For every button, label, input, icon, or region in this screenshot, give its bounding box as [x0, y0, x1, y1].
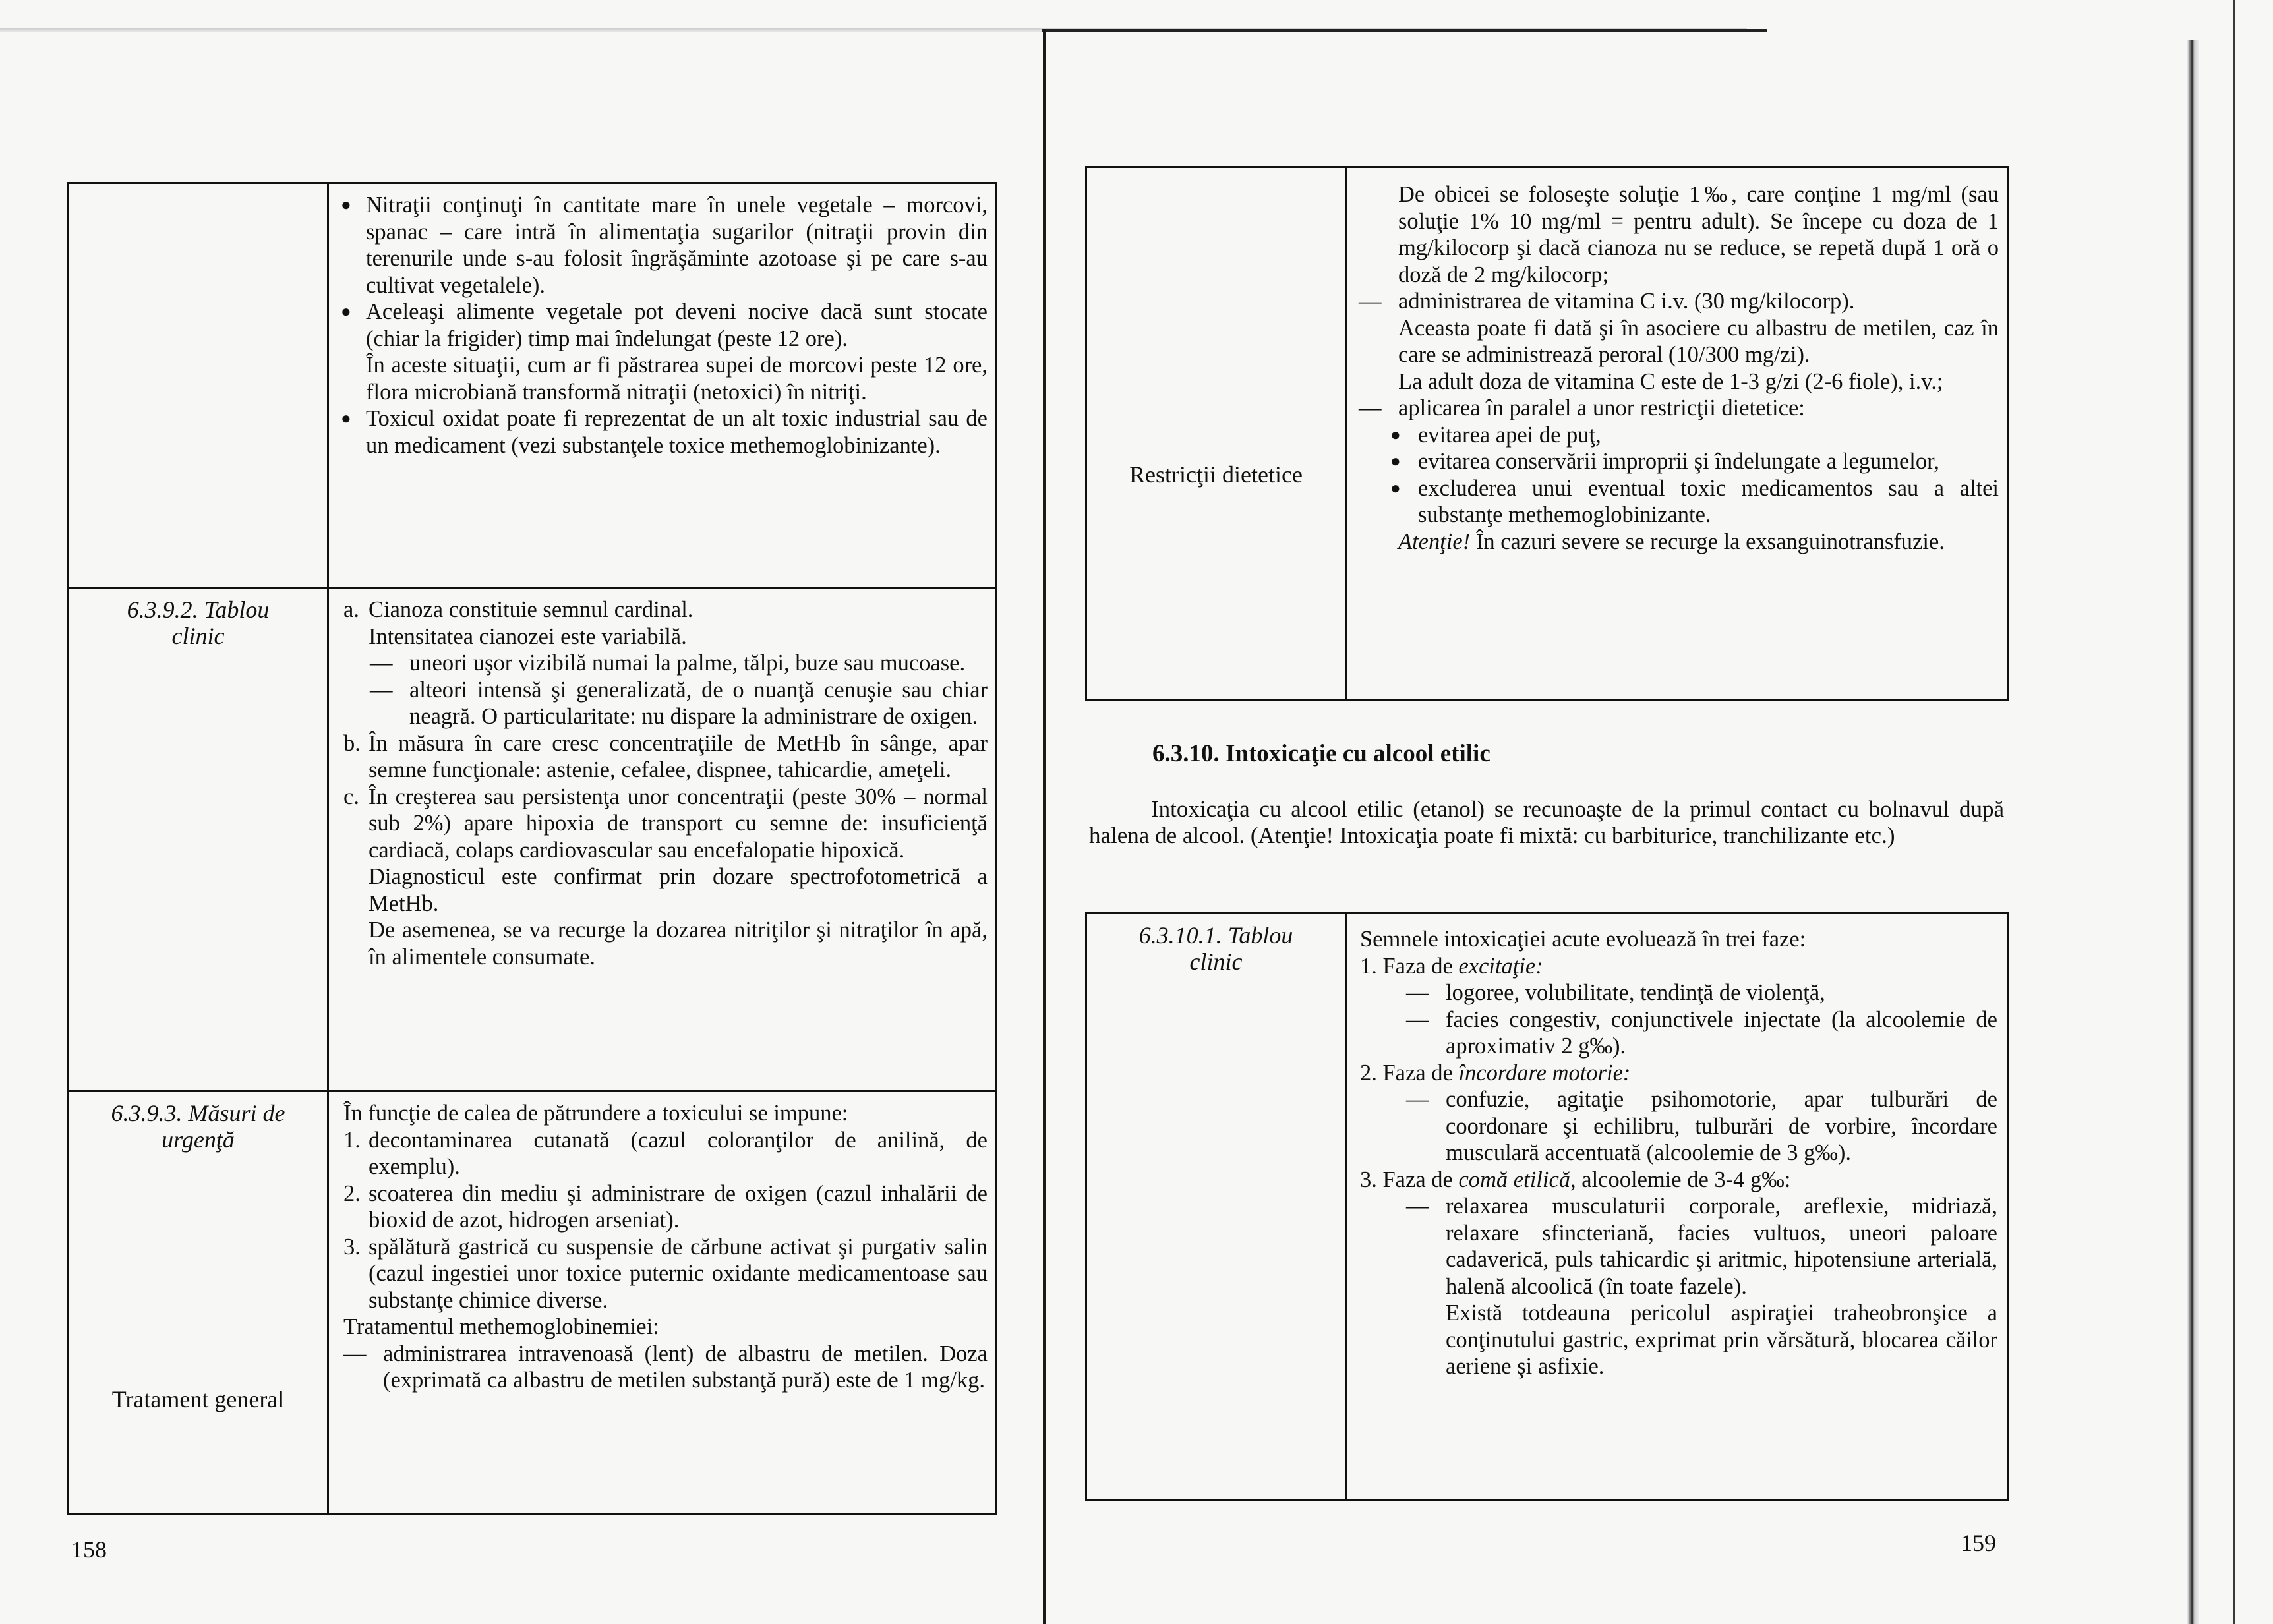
page-number-right: 159 — [1961, 1530, 1996, 1556]
item-letter: a. — [343, 597, 359, 622]
bullet-item: ● evitarea conservării improprii şi îndelungate a legumelor, — [1359, 448, 1999, 475]
item-text: Intensitatea cianozei este variabilă. — [369, 624, 687, 649]
row-label — [69, 1091, 328, 1515]
row-label — [1086, 914, 1346, 1500]
table-row — [69, 1091, 997, 1515]
dash-item: — facies congestiv, conjunctivele injectate (la alcoolemie de aproximativ 2 g‰). — [1360, 1006, 1997, 1060]
left-page-table — [67, 182, 997, 1515]
note-text: Există totdeauna pericolul aspiraţiei traheobronşice a conţinutului gastric, exprimat prin vărsătură, blocarea căilor aeriene şi asfixie. — [1446, 1300, 1997, 1379]
phase-prefix: 3. Faza de — [1360, 1167, 1459, 1192]
page-top-rule — [1042, 29, 1767, 32]
phase-prefix: 2. Faza de — [1360, 1060, 1459, 1086]
intro-text: Semnele intoxicaţiei acute evoluează în trei faze: — [1360, 927, 1806, 952]
diet-restrictions-label: Restricţii dietetice — [1129, 461, 1303, 488]
bullet-item: ● evitarea apei de puţ, — [1359, 422, 1999, 449]
warning-text: În cazuri severe se recurge la exsanguinotransfuzie. — [1470, 529, 1945, 554]
section-number-label: 6.3.9.2. Tablou — [127, 596, 270, 623]
item-number: 1. — [343, 1127, 361, 1153]
book-cover-edge — [2233, 0, 2235, 1624]
dose-text: Aceasta poate fi dată şi în asociere cu albastru de metilen, caz în care se administrează peroral (10/300 mg/zi). — [1398, 315, 1999, 367]
table-row — [69, 183, 997, 588]
note-text: În aceste situaţii, cum ar fi păstrarea supei de morcovi peste 12 ore, flora microbiană transformă nitraţii (netoxici) în nitriţi. — [366, 353, 988, 405]
item-letter: b. — [343, 730, 361, 756]
item-text: În creşterea sau persistenţa unor concentraţii (peste 30% – normal sub 2%) apare hipoxia de transport cu semne de: insuficienţă cardiacă, colaps cardiovascular sau encefalopatie hipoxică. — [369, 784, 988, 863]
bullet-item: ● Nitraţii conţinuţi în cantitate mare în unele vegetale – morcovi, spanac – care intră în alimentaţia sugarilor (nitraţii provin din terenurile unde s-au folosit îngrăşăminte azotoase şi pe care s-au cultivat vegetalele). — [341, 192, 988, 299]
item-text: scoaterea din mediu şi administrare de oxigen (cazul inhalării de bioxid de azot, hidrogen arseniat). — [369, 1180, 988, 1232]
table-row — [1086, 914, 2008, 1500]
intro-text: În funcţie de calea de pătrundere a toxicului se impune: — [343, 1101, 848, 1126]
phase-suffix: alcoolemie de 3-4 g‰: — [1576, 1167, 1791, 1192]
row-content — [328, 183, 997, 588]
item-text: Cianoza constituie semnul cardinal. — [369, 597, 694, 622]
intro-paragraph: Intoxicaţia cu alcool etilic (etanol) se recunoaşte de la primul contact cu bolnavul după halena de alcool. (Atenţie! Intoxicaţia poate fi mixtă: cu barbiturice, tranchilizante etc.) — [1089, 796, 2004, 848]
dose-text: De obicei se foloseşte soluţie 1‰, care conţine 1 mg/ml (sau soluţie 1% 10 mg/ml = pentru adult). Se începe cu doza de 1 mg/kilocorp şi dacă cianoza nu se reduce, se repetă după 1 oră o doză de 2 mg/kilocorp; — [1398, 182, 1999, 287]
row-label — [69, 588, 328, 1091]
phase-name: comă etilică, — [1458, 1167, 1576, 1192]
section-title-label: clinic — [1189, 948, 1243, 975]
bullet-item: ● Aceleaşi alimente vegetale pot deveni nocive dacă sunt stocate (chiar la frigider) timp mai îndelungat (peste 12 ore). — [341, 299, 988, 352]
section-heading: 6.3.10. Intoxicaţie cu alcool etilic — [1152, 740, 1491, 767]
page-number-left: 158 — [71, 1536, 107, 1563]
dash-item: — uneori uşor vizibilă numai la palme, tălpi, buze sau mucoase. — [343, 650, 988, 677]
bullet-item: ● Toxicul oxidat poate fi reprezentat de un alt toxic industrial sau de un medicament (vezi substanţele toxice methemoglobinizante). — [341, 405, 988, 459]
treatment-intro: Tratamentul methemoglobinemiei: — [343, 1314, 659, 1339]
right-page-table-diet — [1085, 166, 2009, 701]
item-text: spălătură gastrică cu suspensie de cărbune activat şi purgativ salin (cazul ingestiei unor toxice puternic oxidante medicamentoase sau substanţe chimice diverse. — [369, 1234, 988, 1313]
dash-item: — aplicarea în paralel a unor restricţii dietetice: — [1359, 395, 1999, 422]
book-spine — [1043, 29, 1046, 1624]
section-title-label: clinic — [171, 623, 225, 649]
dash-item: — administrarea intravenoasă (lent) de albastru de metilen. Doza (exprimată ca albastru de metilen substanţă pură) este de 1 mg/kg. — [343, 1341, 988, 1394]
row-content — [1346, 167, 2008, 700]
bullet-item: ● excluderea unui eventual toxic medicamentos sau a altei substanţe methemoglobinizante. — [1359, 475, 1999, 529]
dash-item: — confuzie, agitaţie psihomotorie, apar tulburări de coordonare şi echilibru, tulburări de vorbire, încordare musculară accentuată (alcoolemie de 3 g‰). — [1360, 1086, 1997, 1167]
item-text: decontaminarea cutanată (cazul coloranţilor de anilină, de exemplu). — [369, 1127, 988, 1179]
dash-item: — relaxarea musculaturii corporale, areflexie, midriază, relaxare sfincteriană, facies vultuos, uneori paloare cadaverică, puls tahicardic şi aritmic, hipotensiune arterială, halenă alcoolică (în toate fazele). — [1360, 1193, 1997, 1300]
item-text: De asemenea, se va recurge la dozarea nitriţilor şi nitraţilor în apă, în alimentele consumate. — [369, 917, 988, 970]
phase-name: încordare motorie: — [1458, 1060, 1631, 1086]
phase-name: excitaţie: — [1458, 953, 1543, 979]
treatment-label: Tratament general — [111, 1386, 285, 1412]
dash-item: — alteori intensă şi generalizată, de o nuanţă cenuşie sau chiar neagră. O particularitate: nu dispare la administrare de oxigen. — [343, 677, 988, 730]
table-row — [1086, 167, 2008, 700]
right-page-table-alcohol — [1085, 912, 2009, 1501]
item-text: Diagnosticul este confirmat prin dozare spectrofotometrică a MetHb. — [369, 864, 988, 916]
dash-item: — administrarea de vitamina C i.v. (30 mg/kilocorp). — [1359, 288, 1999, 315]
row-content — [1346, 914, 2008, 1500]
row-label-empty — [69, 183, 328, 588]
item-number: 2. — [343, 1180, 361, 1206]
row-label — [1086, 167, 1346, 700]
item-letter: c. — [343, 784, 359, 809]
section-number-label: 6.3.10.1. Tablou — [1138, 922, 1293, 948]
warning-label: Atenţie! — [1398, 529, 1471, 554]
row-content — [328, 1091, 997, 1515]
phase-prefix: 1. Faza de — [1360, 953, 1459, 979]
row-content — [328, 588, 997, 1091]
book-page-edges — [2187, 40, 2199, 1624]
dose-text: La adult doza de vitamina C este de 1-3 g/zi (2-6 fiole), i.v.; — [1398, 368, 1943, 394]
dash-item: — logoree, volubilitate, tendinţă de violenţă, — [1360, 979, 1997, 1006]
item-text: În măsura în care cresc concentraţiile de MetHb în sânge, apar semne funcţionale: astenie, cefalee, dispnee, tahicardie, ameţeli. — [369, 730, 988, 782]
section-title-label: urgenţă — [162, 1126, 235, 1153]
item-number: 3. — [343, 1234, 361, 1260]
section-number-label: 6.3.9.3. Măsuri de — [111, 1100, 285, 1126]
table-row — [69, 588, 997, 1091]
